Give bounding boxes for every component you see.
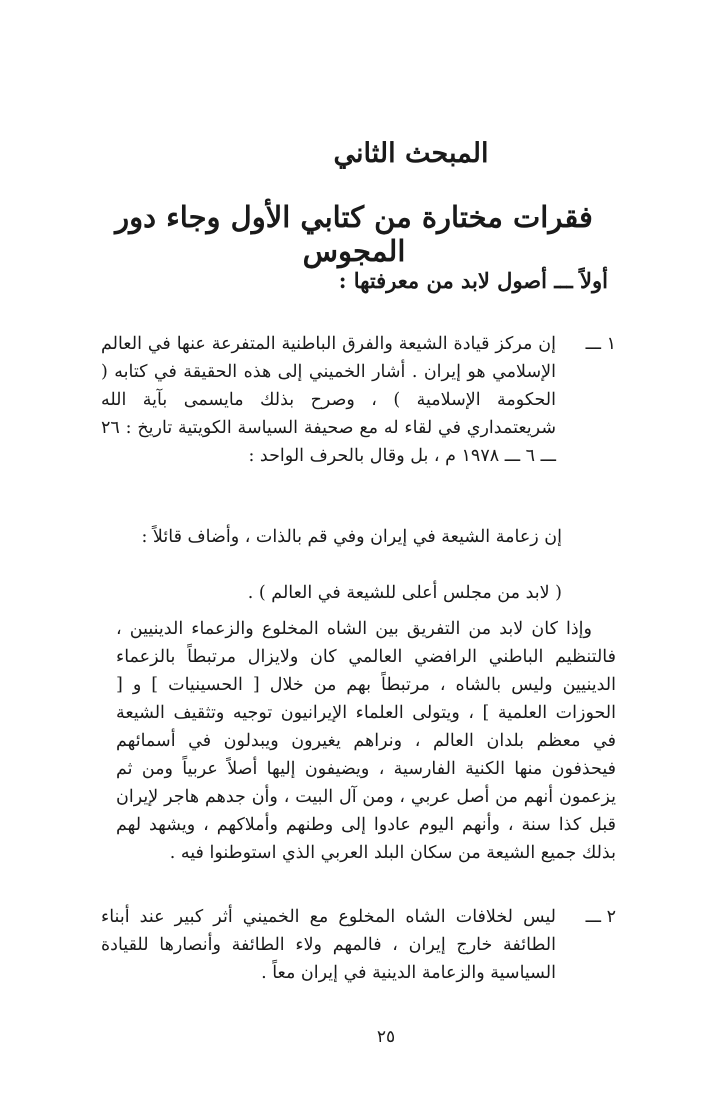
body-paragraph: وإذا كان لابد من التفريق بين الشاه المخلوع والزعماء الدينيين ، فالتنظيم الباطني الرافضي العالمي كان ولايزال مرتبطاً بالزعماء الدينيين وليس بالشاه ، مرتبطاً بهم من خلال [ الحسينيات ] و [ الحوزات العلمية ] ، ويتولى العلماء الإيرانيون توجيه وتثقيف الشيعة في معظم بلدان العالم ، ونراهم يغيرون ويبدلون في أسمائهم فيحذفون منها الكنية الفارسية ، ويضيفون إليها أصلاً عربياً ومن ثم يزعمون أنهم من أصل عربي ، ومن آل البيت ، وأن جدهم هاجر لإيران قبل كذا سنة ، وأنهم اليوم عادوا إلى وطنهم وأملاكهم ، ويشهد لهم بذلك جميع الشيعة من سكان البلد العربي الذي استوطنوا فيه .: [116, 619, 616, 863]
quote-line: ( لابد من مجلس أعلى للشيعة في العالم ) .: [247, 582, 562, 603]
item-text: ليس لخلافات الشاه المخلوع مع الخميني أثر كبير عند أبناء الطائفة خارج إيران ، فالمهم ولاء الطائفة وأنصارها للقيادة السياسية والزعامة الدينية في إيران معاً .: [101, 907, 556, 983]
page-number: ٢٥: [376, 1027, 396, 1047]
item-text: إن مركز قيادة الشيعة والفرق الباطنية المتفرعة عنها في العالم الإسلامي هو إيران . أشار الخميني إلى هذه الحقيقة في كتابه ( الحكومة الإسلامية ) ، وصرح بذلك مايسمى بآية الله شريعتمداري في لقاء له مع صحيفة السياسة الكويتية تاريخ : ٢٦ ـــ ٦ ـــ ١٩٧٨ م ، بل وقال بالحرف الواحد :: [101, 334, 556, 466]
sub-heading: أولاً ـــ أصول لابد من معرفتها :: [338, 268, 608, 293]
numbered-item-1: [101, 330, 616, 470]
numbered-item-2: [101, 903, 616, 987]
item-number: ٢ ـــ: [585, 907, 616, 927]
section-title: المبحث الثاني: [333, 138, 489, 169]
item-number: ١ ـــ: [585, 334, 616, 354]
chapter-title: فقرات مختارة من كتابي الأول وجاء دور المجوس: [115, 200, 593, 268]
quote-line: إن زعامة الشيعة في إيران وفي قم بالذات ، وأضاف قائلاً :: [141, 526, 562, 547]
